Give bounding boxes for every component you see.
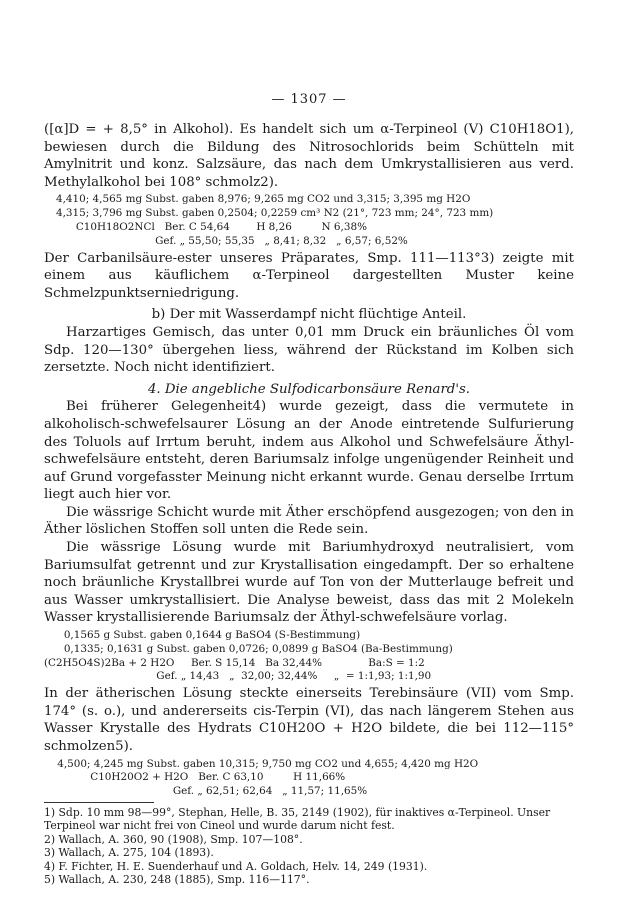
footnote-3: 3) Wallach, A. 275, 104 (1893). xyxy=(44,846,214,860)
footnote-divider xyxy=(44,802,154,803)
section-heading-b: b) Der mit Wasserdampf nicht flüchtige Anteil. xyxy=(151,307,467,323)
footnotes xyxy=(44,806,574,886)
analysis-line: Gef. „ 62,51; 62,64 „ 11,57; 11,65% xyxy=(44,785,368,798)
analysis-line: Gef. „ 14,43 „ 32,00; 32,44% „ = 1:1,93; 1:1,90 xyxy=(44,670,432,683)
analysis-line: 4,500; 4,245 mg Subst. gaben 10,315; 9,750 mg CO2 und 4,655; 4,420 mg H2O xyxy=(44,757,479,770)
analysis-line: 4,410; 4,565 mg Subst. gaben 8,976; 9,265 mg CO2 und 3,315; 3,395 mg H2O xyxy=(56,193,471,206)
paragraph-terpineol: ([α]D = + 8,5° in Alkohol). Es handelt sich um α-Terpineol (V) C10H18O1), bewiesen durch die Bildung des Nitrosochlorids beim Schütteln mit Amylnitrit und konz. Salzsäure, das nach dem Umkrystallisieren aus verd. Methylalkohol bei 108° schmolz2). xyxy=(44,122,574,190)
analysis-line: Gef. „ 55,50; 55,35 „ 8,41; 8,32 „ 6,57; 6,52% xyxy=(56,234,408,247)
paragraph-resin: Harzartiges Gemisch, das unter 0,01 mm Druck ein bräunliches Öl vom Sdp. 120—130° übergehen liess, während der Rückstand im Kolben sich zersetzte. Noch nicht identifiziert. xyxy=(44,324,574,376)
page-number: — 1307 — xyxy=(271,92,347,107)
analysis-line: C10H18O2NCl Ber. C 54,64 H 8,26 N 6,38% xyxy=(56,220,367,233)
analysis-line: (C2H5O4S)2Ba + 2 H2O Ber. S 15,14 Ba 32,44% Ba:S = 1:2 xyxy=(44,656,425,669)
footnote-4: 4) F. Fichter, H. E. Suenderhauf und A. Goldach, Helv. 14, 249 (1931). xyxy=(44,859,428,873)
analysis-block-3 xyxy=(44,758,574,798)
paragraph-aqueous-layer: Die wässrige Schicht wurde mit Äther erschöpfend ausgezogen; von den in Äther löslichen Stoffen soll unten die Rede sein. xyxy=(44,504,574,538)
paragraph-neutralised: Die wässrige Lösung wurde mit Bariumhydroxyd neutralisiert, vom Bariumsulfat getrennt und zur Krystallisation eingedampft. Der so erhaltene noch bräunliche Krystallbrei wurde auf Ton von der Mutterlauge befreit und aus Wasser umkrystallisiert. Die Analyse beweist, dass das mit 2 Molekeln Wasser krystallisierende Bariumsalz der Äthyl-schwefelsäure vorlag. xyxy=(44,540,574,626)
paragraph-carbanil: Der Carbanilsäure-ester unseres Präparates, Smp. 111—113°3) zeigte mit einem aus käuflichem α-Terpineol dargestellten Muster keine Schmelzpunktserniedrigung. xyxy=(44,250,574,301)
section-heading-4: 4. Die angebliche Sulfodicarbonsäure Renard's. xyxy=(147,381,471,397)
analysis-block-2 xyxy=(44,629,574,683)
analysis-block-1 xyxy=(56,193,574,247)
footnote-5: 5) Wallach, A. 230, 248 (1885), Smp. 116—117°. xyxy=(44,873,310,887)
footnote-2: 2) Wallach, A. 360, 90 (1908), Smp. 107—108°. xyxy=(44,832,303,846)
footnote-1: 1) Sdp. 10 mm 98—99°, Stephan, Helle, B. 35, 2149 (1902), für inaktives α-Terpineol. Unser Terpineol war nicht frei von Cineol und wurde darum nicht fest. xyxy=(44,805,551,833)
analysis-line: 0,1335; 0,1631 g Subst. gaben 0,0726; 0,0899 g BaSO4 (Ba-Bestimmung) xyxy=(44,642,453,655)
document-page xyxy=(44,92,574,886)
analysis-line: 4,315; 3,796 mg Subst. gaben 0,2504; 0,2259 cm³ N2 (21°, 723 mm; 24°, 723 mm) xyxy=(56,207,494,220)
analysis-line: C10H20O2 + H2O Ber. C 63,10 H 11,66% xyxy=(44,771,346,784)
analysis-line: 0,1565 g Subst. gaben 0,1644 g BaSO4 (S-Bestimmung) xyxy=(44,629,361,642)
paragraph-ether-solution: In der ätherischen Lösung steckte einerseits Terebinsäure (VII) vom Smp. 174° (s. o.), und andererseits cis-Terpin (VI), das nach längerem Stehen aus Wasser Krystalle des Hydrats C10H20O + H2O bildete, die bei 112—115° schmolzen5). xyxy=(44,686,574,754)
paragraph-earlier: Bei früherer Gelegenheit4) wurde gezeigt, dass die vermutete in alkoholisch-schwefelsaurer Lösung an der Anode eintretende Sulfurierung des Toluols auf Irrtum beruht, indem aus Alkohol und Schwefelsäure Äthyl-schwefelsäure entsteht, deren Bariumsalz infolge ungenügender Reinheit und auf Grund vorgefasster Meinung nicht erkannt wurde. Genau derselbe Irrtum liegt auch hier vor. xyxy=(44,399,574,503)
